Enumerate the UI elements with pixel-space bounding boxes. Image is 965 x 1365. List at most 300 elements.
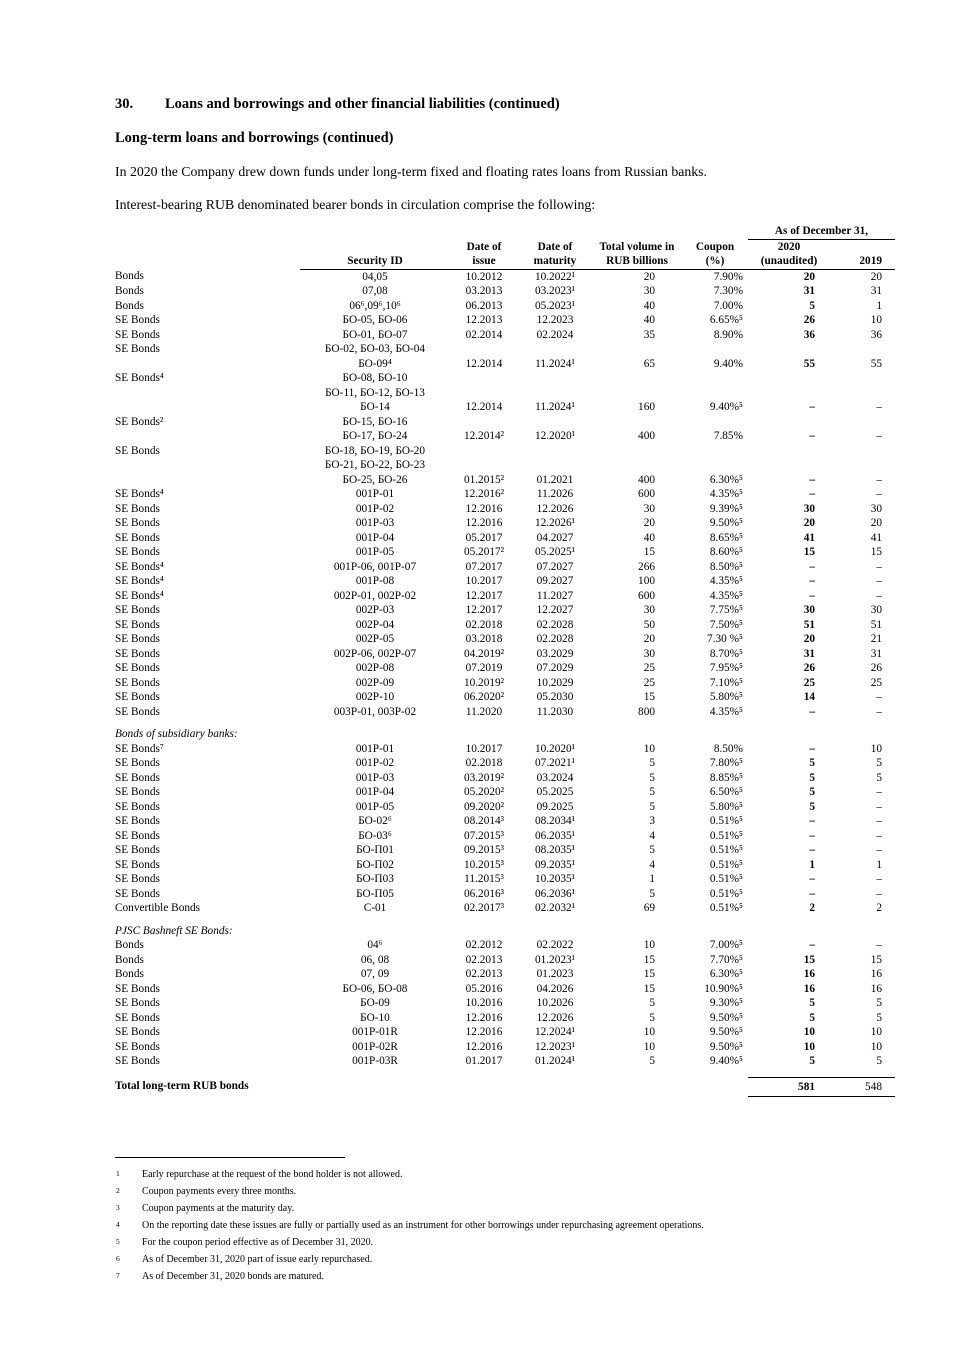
cell-maturity: 05.2030 [536, 691, 574, 703]
security-id: 04⁶ [367, 939, 383, 951]
cell-y2019: – [876, 488, 882, 500]
cell-maturity: 08.2034¹ [534, 815, 576, 827]
bond-type-label: Bonds [115, 939, 144, 951]
cell-coupon: 7.85% [713, 430, 743, 442]
cell-y2020: 5 [809, 757, 815, 769]
cell-volume: 15 [643, 953, 655, 966]
bond-row [115, 342, 895, 371]
cell-y2019: 5 [876, 757, 882, 769]
cell-maturity: 01.2023¹ [534, 953, 576, 966]
cell-maturity: 01.2021 [536, 473, 574, 486]
cell-y2020: 26 [803, 314, 815, 326]
cell-issue: 06.2013 [465, 299, 503, 312]
cell-volume: 10 [643, 939, 655, 951]
cell-coupon: 9.50%⁵ [709, 1026, 743, 1038]
cell-issue: 07.2015³ [463, 829, 505, 842]
cell-y2019: 15 [870, 953, 882, 966]
cell-y2020: – [809, 742, 815, 755]
cell-y2020: – [809, 401, 815, 413]
cell-y2020: 14 [803, 691, 815, 703]
security-id: 06, 08 [360, 953, 390, 966]
cell-y2020: 20 [803, 517, 815, 529]
header-coupon: Coupon (%) [682, 239, 748, 269]
bond-type-label: SE Bonds⁴ [115, 589, 164, 602]
section-title: Loans and borrowings and other financial liabilities (continued) [165, 96, 560, 112]
security-id: БО-08, БО-10 БО-11, БО-12, БО-13 БО-14 [325, 372, 425, 413]
cell-y2019: 5 [876, 1055, 882, 1067]
bond-type-label: SE Bonds [115, 676, 160, 689]
security-id: 003P-01, 003P-02 [333, 705, 417, 718]
bond-type-label: SE Bonds [115, 1055, 160, 1067]
bond-type-label: SE Bonds [115, 858, 160, 871]
bond-type-label: SE Bonds [115, 873, 160, 885]
bond-type-label: SE Bonds [115, 444, 160, 457]
bond-row [115, 545, 895, 560]
cell-issue: 07.2017 [465, 560, 503, 573]
cell-maturity: 02.2022 [536, 939, 574, 951]
cell-coupon: 7.70%⁵ [709, 953, 743, 966]
cell-y2020: 26 [803, 662, 815, 674]
bond-row [115, 574, 895, 589]
cell-y2019: – [876, 873, 882, 885]
bond-type-label: SE Bonds [115, 829, 160, 842]
cell-y2019: 36 [870, 328, 882, 341]
security-id: БО-02⁶ [358, 815, 392, 827]
cell-y2019: 10 [870, 742, 882, 755]
header-date-of-maturity: Date of maturity [518, 239, 592, 269]
cell-y2019: – [876, 575, 882, 587]
bond-type-label: SE Bonds⁷ [115, 742, 164, 755]
cell-volume: 4 [649, 858, 655, 871]
paragraph-intro: In 2020 the Company drew down funds under long-term fixed and floating rates loans from Russian banks. [115, 164, 707, 179]
bond-type-label: SE Bonds [115, 1011, 160, 1024]
cell-coupon: 8.70%⁵ [709, 647, 743, 660]
cell-y2019: 25 [870, 676, 882, 689]
cell-issue: 02.2013 [465, 953, 503, 966]
bond-type-label: SE Bonds [115, 633, 160, 645]
cell-issue: 05.2016 [465, 982, 503, 995]
footnote-separator [115, 1157, 345, 1158]
cell-volume: 800 [638, 705, 655, 718]
cell-y2019: – [876, 705, 882, 718]
cell-y2020: – [809, 829, 815, 842]
bond-type-label: SE Bonds [115, 343, 160, 355]
security-id: 001P-03 [355, 771, 395, 784]
cell-issue: 12.2017 [465, 589, 503, 602]
security-id: БО-10 [360, 1011, 390, 1024]
bond-row [115, 284, 895, 299]
bond-row [115, 756, 895, 771]
cell-y2020: 16 [803, 968, 815, 980]
cell-y2019: – [876, 939, 882, 951]
cell-issue: 01.2015² [463, 473, 505, 486]
cell-issue: 04.2019² [463, 647, 505, 660]
cell-volume: 5 [649, 997, 655, 1009]
cell-y2020: 5 [809, 1011, 815, 1024]
bond-type-label: SE Bonds [115, 800, 160, 813]
security-id: 001P-02 [355, 502, 395, 515]
cell-volume: 40 [643, 314, 655, 326]
cell-volume: 25 [643, 676, 655, 689]
security-id: БО-01, БО-07 [342, 328, 408, 341]
cell-maturity: 06.2035¹ [534, 829, 576, 842]
cell-volume: 5 [649, 844, 655, 856]
bond-row [115, 996, 895, 1011]
footnote-item [115, 1236, 895, 1249]
cell-y2020: 20 [803, 633, 815, 645]
bond-row [115, 313, 895, 328]
cell-issue: 12.2014² [463, 430, 505, 442]
bond-row [115, 661, 895, 676]
cell-maturity: 12.2026 [536, 502, 574, 515]
bond-row [115, 618, 895, 633]
cell-coupon: 9.39%⁵ [709, 502, 743, 515]
cell-y2020: 25 [803, 676, 815, 689]
cell-y2020: 5 [809, 997, 815, 1009]
bond-type-label: Bonds [115, 953, 144, 966]
cell-y2020: 31 [803, 647, 815, 660]
cell-coupon: 7.75%⁵ [709, 604, 743, 616]
bond-type-label: SE Bonds² [115, 415, 164, 428]
bond-row [115, 415, 895, 444]
security-id: 001P-05 [355, 546, 395, 558]
cell-y2020: 36 [803, 328, 815, 341]
cell-issue: 03.2019² [463, 771, 505, 784]
cell-y2019: 16 [870, 982, 882, 995]
cell-maturity: 10.2020¹ [534, 742, 576, 755]
security-id: 001P-01R [352, 1026, 398, 1038]
cell-volume: 5 [649, 786, 655, 798]
cell-issue: 02.2013 [465, 968, 503, 980]
cell-coupon: 4.35%⁵ [709, 575, 743, 587]
cell-y2020: 10 [803, 1026, 815, 1038]
cell-y2020: 30 [803, 502, 815, 515]
security-id: 002P-06, 002P-07 [333, 647, 417, 660]
cell-maturity: 06.2036¹ [534, 887, 576, 900]
cell-volume: 3 [649, 815, 655, 827]
cell-coupon: 9.40% [713, 357, 743, 370]
cell-y2019: 5 [876, 771, 882, 784]
cell-coupon: 7.10%⁵ [709, 676, 743, 689]
bond-type-label: SE Bonds [115, 786, 160, 798]
footnote-number: 4 [116, 1220, 120, 1229]
bond-row [115, 502, 895, 517]
cell-y2019: – [876, 691, 882, 703]
security-id: 001P-04 [355, 531, 395, 544]
cell-coupon: 9.50%⁵ [709, 1040, 743, 1053]
footnote-number: 2 [116, 1186, 120, 1195]
bond-type-label: SE Bonds [115, 997, 160, 1009]
header-2019: 2019 [830, 239, 895, 269]
cell-coupon: 6.30%⁵ [709, 968, 743, 980]
cell-maturity: 02.2032¹ [534, 902, 576, 914]
footnote-item [115, 1185, 895, 1198]
bond-type-label: SE Bonds [115, 604, 160, 616]
cell-y2020: – [809, 939, 815, 951]
cell-y2020: 30 [803, 604, 815, 616]
cell-issue: 08.2014³ [463, 815, 505, 827]
cell-y2020: 10 [803, 1040, 815, 1053]
cell-issue: 12.2016 [465, 1026, 503, 1038]
cell-y2020: – [809, 873, 815, 885]
bond-type-label: SE Bonds [115, 517, 160, 529]
cell-volume: 5 [649, 1055, 655, 1067]
bond-type-label: SE Bonds [115, 546, 160, 558]
bond-row [115, 487, 895, 502]
bond-row [115, 444, 895, 488]
cell-coupon: 4.35%⁵ [709, 705, 743, 718]
bond-row [115, 771, 895, 786]
security-id: 002P-09 [355, 676, 395, 689]
bond-row [115, 371, 895, 415]
cell-issue: 02.2018 [465, 757, 503, 769]
cell-maturity: 12.2023 [536, 314, 574, 326]
footnote-item [115, 1168, 895, 1181]
cell-issue: 05.2017 [465, 531, 503, 544]
cell-issue: 02.2017³ [463, 902, 505, 914]
cell-volume: 266 [638, 560, 655, 573]
bond-row [115, 603, 895, 618]
security-id: 002P-05 [355, 633, 395, 645]
cell-y2019: 41 [870, 531, 882, 544]
bond-table-footer [115, 1069, 895, 1097]
bond-type-label: Bonds [115, 285, 144, 297]
cell-y2019: – [876, 430, 882, 442]
bond-row [115, 843, 895, 858]
security-id: 002P-04 [355, 618, 395, 631]
cell-maturity: 11.2024¹ [535, 357, 575, 370]
cell-maturity: 12.2027 [536, 604, 574, 616]
cell-volume: 4 [649, 829, 655, 842]
bond-type-label: SE Bonds⁴ [115, 560, 164, 573]
cell-maturity: 12.2024¹ [534, 1026, 576, 1038]
bond-row [115, 814, 895, 829]
security-id: БО-П03 [356, 873, 394, 885]
table-section-row [115, 719, 895, 742]
cell-y2019: 31 [870, 285, 882, 297]
cell-y2019: – [876, 800, 882, 813]
bond-row [115, 269, 895, 284]
cell-volume: 400 [638, 473, 655, 486]
cell-volume: 600 [638, 589, 655, 602]
cell-coupon: 8.90% [713, 328, 743, 341]
cell-y2019: 1 [876, 299, 882, 312]
security-id: БО-09 [360, 997, 390, 1009]
paragraph-table-intro: Interest-bearing RUB denominated bearer bonds in circulation comprise the following: [115, 197, 596, 212]
bond-type-label: SE Bonds [115, 1040, 160, 1053]
cell-volume: 40 [643, 299, 655, 312]
security-id: БО-18, БО-19, БО-20 БО-21, БО-22, БО-23 БО-25, БО-26 [324, 444, 426, 486]
footnote-text: For the coupon period effective as of December 31, 2020. [142, 1237, 374, 1248]
cell-maturity: 11.2030 [536, 705, 574, 718]
header-date-of-issue: Date of issue [450, 239, 518, 269]
security-id: 001P-04 [355, 786, 395, 798]
cell-maturity: 10.2022¹ [534, 270, 576, 283]
cell-issue: 12.2013 [465, 314, 503, 326]
bond-row [115, 800, 895, 815]
cell-y2019: 5 [876, 1011, 882, 1024]
bond-type-label: SE Bonds [115, 691, 160, 703]
security-id: БО-П02 [356, 858, 394, 871]
bond-type-label: SE Bonds [115, 815, 160, 827]
footnote-number: 5 [116, 1237, 120, 1246]
bond-type-label: SE Bonds⁴ [115, 488, 164, 500]
cell-y2020: 16 [803, 982, 815, 995]
footnote-text: Coupon payments every three months. [142, 1186, 297, 1197]
bond-row [115, 829, 895, 844]
bond-row [115, 560, 895, 575]
cell-volume: 5 [649, 757, 655, 769]
bond-table-body [115, 269, 895, 1069]
cell-volume: 10 [643, 742, 655, 755]
cell-y2020: – [809, 430, 815, 442]
section-label: Bonds of subsidiary banks: [115, 728, 238, 740]
cell-coupon: 7.50%⁵ [709, 618, 743, 631]
bond-row [115, 632, 895, 647]
security-id: БО-15, БО-16 БО-17, БО-24 [342, 415, 408, 442]
bond-type-label: SE Bonds [115, 887, 160, 900]
cell-y2020: – [809, 488, 815, 500]
cell-maturity: 10.2026 [536, 997, 574, 1009]
bond-row [115, 901, 895, 916]
total-row [115, 1077, 895, 1097]
bond-type-label: Bonds [115, 968, 144, 980]
bond-row [115, 858, 895, 873]
section-label: PJSC Bashneft SE Bonds: [115, 924, 233, 937]
cell-coupon: 0.51%⁵ [709, 829, 743, 842]
footnotes [115, 1157, 895, 1283]
security-id: 002P-10 [355, 691, 395, 703]
cell-maturity: 05.2023¹ [534, 299, 576, 312]
cell-volume: 25 [643, 662, 655, 674]
cell-coupon: 8.65%⁵ [709, 531, 743, 544]
bond-type-label: SE Bonds [115, 1026, 160, 1038]
cell-y2019: 1 [876, 858, 882, 871]
cell-maturity: 12.2026 [536, 1011, 574, 1024]
cell-volume: 400 [638, 430, 655, 442]
cell-y2019: – [876, 786, 882, 798]
bond-type-label: SE Bonds [115, 314, 160, 326]
cell-maturity: 11.2024¹ [535, 401, 575, 413]
cell-coupon: 7.00% [713, 299, 743, 312]
subsection-title: Long-term loans and borrowings (continued) [115, 130, 394, 146]
total-label: Total long-term RUB bonds [115, 1080, 249, 1092]
cell-issue: 01.2017 [465, 1055, 503, 1067]
cell-issue: 12.2017 [465, 604, 503, 616]
bond-type-label: Bonds [115, 270, 144, 282]
cell-y2020: 5 [809, 786, 815, 798]
cell-maturity: 02.2028 [536, 633, 574, 645]
cell-y2019: – [876, 829, 882, 842]
cell-y2019: 30 [870, 502, 882, 515]
bond-table [115, 224, 895, 1097]
cell-volume: 50 [643, 618, 655, 631]
cell-issue: 12.2016 [465, 1011, 503, 1024]
cell-maturity: 07.2029 [536, 662, 574, 674]
cell-issue: 11.2020 [465, 705, 503, 718]
cell-coupon: 7.30 %⁵ [707, 633, 743, 645]
table-section-row [115, 916, 895, 939]
cell-volume: 10 [643, 1026, 655, 1038]
bond-row [115, 1054, 895, 1069]
cell-y2020: 41 [803, 531, 815, 544]
cell-issue: 11.2015³ [464, 873, 504, 885]
cell-maturity: 04.2027 [536, 531, 574, 544]
security-id: 001P-02R [352, 1040, 398, 1053]
cell-issue: 10.2012 [465, 270, 503, 283]
cell-coupon: 7.00%⁵ [709, 939, 743, 951]
header-security-id: Security ID [300, 239, 450, 269]
cell-volume: 15 [643, 691, 655, 703]
cell-coupon: 5.80%⁵ [709, 800, 743, 813]
cell-coupon: 0.51%⁵ [709, 844, 743, 856]
security-id: 001P-05 [355, 800, 395, 813]
cell-volume: 20 [643, 633, 655, 645]
cell-issue: 10.2015³ [463, 858, 505, 871]
cell-issue: 10.2017 [465, 742, 503, 755]
bond-type-label: SE Bonds [115, 328, 160, 341]
cell-volume: 30 [643, 647, 655, 660]
cell-issue: 03.2013 [465, 285, 503, 297]
cell-issue: 12.2014 [465, 401, 503, 413]
bond-type-label: SE Bonds [115, 662, 160, 674]
cell-maturity: 09.2027 [536, 575, 574, 587]
cell-y2020: – [809, 575, 815, 587]
header-row-columns [115, 239, 895, 269]
cell-issue: 10.2016 [465, 997, 503, 1009]
security-id: БО-П01 [356, 844, 394, 856]
cell-coupon: 7.90% [713, 270, 743, 283]
cell-coupon: 7.80%⁵ [709, 757, 743, 769]
cell-volume: 600 [638, 488, 655, 500]
cell-y2019: – [876, 589, 882, 602]
cell-y2019: 51 [870, 618, 882, 631]
cell-y2019: 10 [870, 1040, 882, 1053]
cell-volume: 15 [643, 982, 655, 995]
cell-issue: 12.2016 [465, 517, 503, 529]
cell-coupon: 6.50%⁵ [709, 786, 743, 798]
cell-maturity: 10.2035¹ [534, 873, 576, 885]
bond-row [115, 1025, 895, 1040]
cell-issue: 10.2019² [463, 676, 505, 689]
footnote-item [115, 1270, 895, 1283]
cell-y2020: 2 [809, 902, 815, 914]
cell-y2019: 31 [870, 647, 882, 660]
bond-type-label: SE Bonds [115, 647, 160, 660]
cell-coupon: 7.30% [713, 285, 743, 297]
cell-coupon: 9.40%⁵ [709, 1055, 743, 1067]
cell-coupon: 9.50%⁵ [709, 1011, 743, 1024]
cell-y2020: – [809, 815, 815, 827]
cell-maturity: 01.2024¹ [534, 1055, 576, 1067]
cell-issue: 09.2020² [463, 800, 505, 813]
cell-issue: 07.2019 [465, 662, 503, 674]
cell-maturity: 05.2025 [536, 786, 574, 798]
cell-coupon: 6.30%⁵ [709, 473, 743, 486]
cell-y2020: 51 [803, 618, 815, 631]
cell-y2019: 2 [876, 902, 882, 914]
cell-y2020: 55 [803, 357, 815, 370]
bond-row [115, 1011, 895, 1026]
footnote-text: As of December 31, 2020 bonds are matured. [142, 1271, 324, 1282]
cell-y2019: – [876, 887, 882, 900]
cell-maturity: 09.2025 [536, 800, 574, 813]
bond-type-label: SE Bonds [115, 757, 160, 769]
cell-coupon: 8.85%⁵ [709, 771, 743, 784]
security-id: 001P-02 [355, 757, 395, 769]
cell-coupon: 5.80%⁵ [709, 691, 743, 703]
header-as-of-december: As of December 31, [748, 224, 895, 239]
